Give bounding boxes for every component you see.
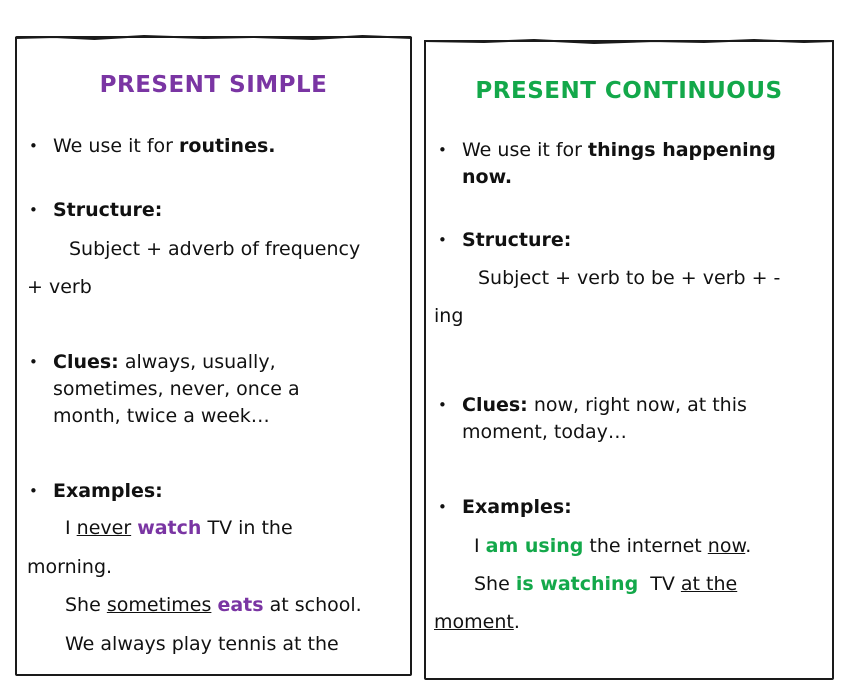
example-sentence-2-cont [434, 603, 520, 641]
bullet-icon: • [29, 353, 38, 371]
example-sentence-3-partial: We always play tennis at the [65, 633, 339, 655]
structure-label: Structure: [53, 199, 163, 221]
example-verb: eats [217, 594, 264, 616]
use-prefix: We use it for [53, 135, 180, 157]
clues-label: Clues: [53, 351, 119, 373]
bullet-icon: • [29, 137, 38, 155]
example-end: . [513, 611, 520, 633]
example-rest: TV [638, 573, 681, 595]
example-sentence-1-cont: morning. [27, 556, 113, 578]
example-rest: the internet [583, 535, 708, 557]
use-keyword: routines. [179, 135, 276, 157]
example-adverb: never [76, 517, 132, 539]
present-simple-card [15, 36, 412, 676]
example-verb: is watching [515, 573, 639, 595]
bullet-icon: • [438, 141, 447, 159]
clues-text [462, 392, 822, 446]
use-prefix: We use it for [462, 139, 589, 161]
use-keyword: things happening [588, 139, 776, 161]
clues-line1: always, usually, [118, 351, 276, 373]
clues-line3: month, twice a week… [53, 405, 270, 427]
examples-label: Examples: [462, 496, 572, 518]
bullet-icon: • [29, 201, 38, 219]
use-keyword-cont: now. [462, 166, 513, 188]
structure-formula-line2: + verb [27, 276, 92, 298]
present-simple-title: PRESENT SIMPLE [99, 72, 328, 98]
example-clue-cont: moment [434, 611, 514, 633]
example-sentence-1 [474, 527, 751, 565]
structure-formula-line2: ing [434, 305, 464, 327]
structure-formula-line1: Subject + adverb of frequency [69, 238, 361, 260]
use-text [462, 137, 822, 191]
clues-label: Clues: [462, 394, 528, 416]
example-adverb: sometimes [106, 594, 212, 616]
examples-label: Examples: [53, 480, 163, 502]
bullet-icon: • [438, 498, 447, 516]
rough-edge-decoration [424, 36, 834, 46]
example-end: . [745, 535, 752, 557]
clues-line1: now, right now, at this [527, 394, 747, 416]
structure-formula-line1: Subject + verb to be + verb + - [478, 267, 781, 289]
rough-edge-decoration [15, 32, 412, 42]
example-word: I [474, 535, 486, 557]
structure-label: Structure: [462, 229, 572, 251]
example-clue: at the [680, 573, 738, 595]
example-sentence-1 [65, 509, 293, 547]
present-continuous-title: PRESENT CONTINUOUS [475, 78, 783, 104]
bullet-icon: • [438, 396, 447, 414]
bullet-icon: • [438, 231, 447, 249]
example-verb: am using [485, 535, 584, 557]
bullet-icon: • [29, 482, 38, 500]
example-rest: TV in the [201, 517, 293, 539]
example-sentence-2 [65, 586, 362, 624]
example-rest: at school. [263, 594, 362, 616]
example-word: She [65, 594, 107, 616]
present-continuous-card [424, 40, 834, 680]
example-verb: watch [137, 517, 202, 539]
example-clue: now [707, 535, 746, 557]
clues-line2: moment, today… [462, 421, 627, 443]
example-word: She [474, 573, 516, 595]
use-text [53, 133, 276, 160]
clues-text [53, 349, 393, 430]
example-word: I [65, 517, 77, 539]
example-sentence-2 [474, 565, 737, 603]
clues-line2: sometimes, never, once a [53, 378, 300, 400]
